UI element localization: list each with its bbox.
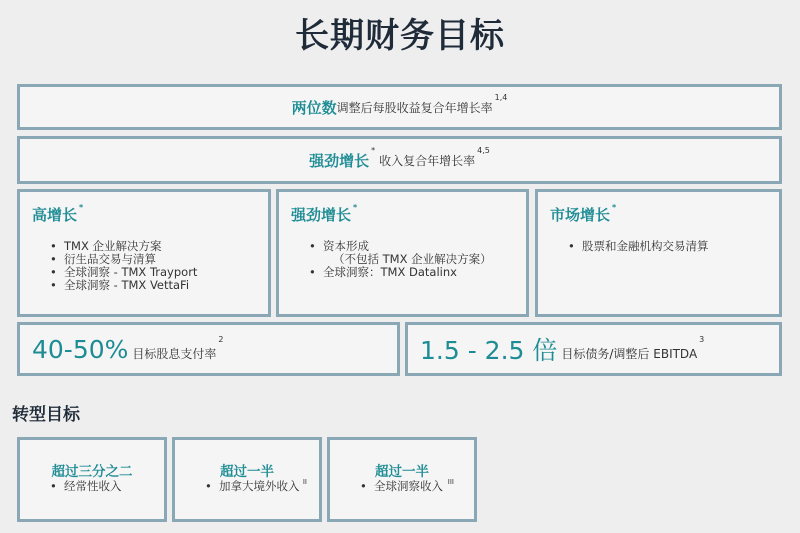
list-item-text: 资本形成 <box>323 239 369 253</box>
category-star: * <box>612 203 617 212</box>
category-title-text: 市场增长 <box>550 206 611 224</box>
category-title-text: 高增长 <box>32 206 78 224</box>
list-item: • 全球洞察：TMX Datalinx <box>309 266 492 279</box>
page-title: 长期财务目标 <box>295 16 505 56</box>
category-list <box>568 240 709 253</box>
section-title: 转型目标 <box>12 405 80 425</box>
revenue-star: * <box>371 145 376 155</box>
payout-footnote: 2 <box>218 334 224 344</box>
category-high-growth <box>17 189 271 317</box>
transformation-list <box>205 480 300 493</box>
leverage-ratio-box <box>405 322 782 376</box>
category-list <box>309 240 492 279</box>
payout-value: 40-50% <box>32 334 129 364</box>
list-item: • 经常性收入 <box>50 480 122 493</box>
list-item: • 股票和金融机构交易清算 <box>568 240 709 253</box>
list-item-subtext: （不包括 TMX 企业解决方案） <box>333 252 492 266</box>
transformation-footnote: II <box>302 478 307 486</box>
list-item: • 全球洞察 - TMX Trayport <box>50 266 197 279</box>
leverage-value: 1.5 - 2.5 倍 <box>420 336 558 365</box>
category-strong-growth <box>276 189 529 317</box>
eps-footnote: 1,4 <box>494 92 508 102</box>
list-item: • 全球洞察收入 <box>360 480 443 493</box>
list-item: • 加拿大境外收入 <box>205 480 300 493</box>
list-item: • TMX 企业解决方案 <box>50 240 197 253</box>
transformation-box-recurring <box>17 437 167 522</box>
revenue-target-box <box>17 136 782 184</box>
transformation-list <box>360 480 443 493</box>
list-item <box>309 240 492 266</box>
transformation-title: 超过一半 <box>375 464 429 480</box>
category-title-text: 强劲增长 <box>291 206 352 224</box>
transformation-title: 超过一半 <box>220 464 274 480</box>
eps-target-box <box>17 84 782 130</box>
revenue-highlight: 强劲增长 <box>309 151 370 170</box>
category-star: * <box>79 203 84 212</box>
category-star: * <box>353 203 358 212</box>
revenue-label: 收入复合年增长率 <box>379 153 476 168</box>
transformation-list <box>50 480 122 493</box>
category-list <box>50 240 197 292</box>
list-item: • 衍生品交易与清算 <box>50 253 197 266</box>
category-title <box>291 204 357 225</box>
eps-highlight: 两位数 <box>291 98 337 117</box>
transformation-footnote: III <box>447 478 454 486</box>
category-market-growth <box>535 189 782 317</box>
leverage-footnote: 3 <box>699 334 705 344</box>
category-title <box>550 204 616 225</box>
transformation-box-global-insights <box>327 437 477 522</box>
category-title <box>32 204 83 225</box>
payout-ratio-box <box>17 322 400 376</box>
leverage-label: 目标债务/调整后 EBITDA <box>561 346 698 361</box>
list-item: • 全球洞察 - TMX VettaFi <box>50 279 197 292</box>
eps-label: 调整后每股收益复合年增长率 <box>336 100 493 115</box>
transformation-title: 超过三分之二 <box>51 464 133 480</box>
transformation-box-outside-canada <box>172 437 322 522</box>
payout-label: 目标股息支付率 <box>132 346 217 361</box>
revenue-footnote: 4,5 <box>477 145 490 155</box>
